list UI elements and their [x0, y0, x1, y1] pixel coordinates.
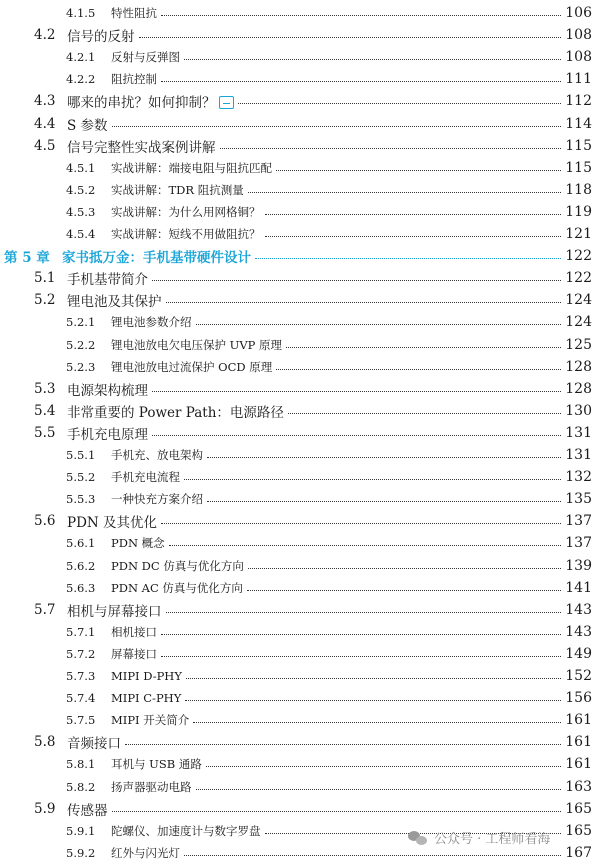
- toc-entry-title: [111, 779, 192, 795]
- toc-entry-title: [67, 423, 148, 443]
- toc-entry-title: [111, 359, 272, 375]
- toc-entry-number: 5.2.3: [66, 359, 96, 374]
- toc-entry[interactable]: [0, 577, 600, 599]
- dot-leader: [238, 103, 561, 104]
- toc-entry-page: 119: [565, 203, 592, 220]
- wechat-icon: [408, 830, 428, 846]
- toc-entry-page: 131: [565, 424, 592, 441]
- toc-entry-title-text: 实战讲解：短线不用做阻抗？: [111, 227, 261, 241]
- dot-leader: [286, 347, 561, 348]
- toc-entry-page: 137: [565, 513, 592, 530]
- toc-entry-number: 4.5.4: [66, 227, 96, 241]
- dot-leader: [184, 855, 561, 856]
- dot-leader: [276, 170, 561, 171]
- toc-entry-title-text: 手机充电流程: [111, 470, 180, 485]
- toc-entry-page: 132: [565, 469, 592, 486]
- toc-entry-number: 4.2.1: [66, 50, 96, 65]
- toc-entry-page: 114: [565, 115, 592, 132]
- watermark: [408, 828, 550, 847]
- toc-entry-number: 5.6.3: [66, 580, 96, 595]
- toc-entry-number: 4.3: [34, 93, 56, 110]
- toc-entry-title-text: 扬声器驱动电路: [111, 779, 192, 794]
- toc-entry-title-text: 耳机与 USB 通路: [111, 757, 202, 772]
- toc-entry-title: [111, 447, 203, 463]
- toc-entry[interactable]: [0, 687, 600, 709]
- toc-entry[interactable]: [0, 135, 600, 157]
- toc-entry-number: 5.2.1: [66, 315, 96, 330]
- toc-entry-number: 第 5 章: [4, 250, 50, 267]
- toc-entry-title-text: PDN AC 仿真与优化方向: [111, 580, 243, 595]
- toc-entry[interactable]: [0, 356, 600, 378]
- toc-entry-page: 149: [565, 645, 592, 662]
- toc-entry-title: [111, 646, 157, 662]
- toc-entry-page: 125: [565, 336, 592, 353]
- toc-entry[interactable]: [0, 643, 600, 665]
- toc-entry-title-text: 锂电池放电欠电压保护 UVP 原理: [111, 337, 283, 352]
- toc-entry-title: [111, 669, 182, 683]
- toc-entry-title-text: MIPI D-PHY: [111, 669, 182, 683]
- toc-entry[interactable]: [0, 68, 600, 90]
- dot-leader: [161, 656, 561, 657]
- toc-entry-number: 5.5: [34, 424, 56, 441]
- toc-entry[interactable]: [0, 90, 600, 112]
- dot-leader: [265, 214, 561, 215]
- toc-entry-number: 5.7.3: [66, 669, 96, 683]
- toc-entry-title: [111, 823, 261, 839]
- toc-entry[interactable]: [0, 532, 600, 554]
- dot-leader: [184, 59, 561, 60]
- toc-entry-title: [111, 535, 165, 551]
- toc-entry[interactable]: [0, 599, 600, 621]
- toc-entry-page: 122: [565, 248, 592, 265]
- toc-entry-title: [67, 511, 157, 531]
- toc-entry[interactable]: [0, 422, 600, 444]
- dot-leader: [276, 369, 561, 370]
- toc-entry-title-text: 电源架构梳理: [67, 382, 148, 399]
- toc-entry-number: 5.1: [34, 270, 56, 287]
- toc-entry-page: 106: [565, 5, 592, 21]
- toc-entry-number: 5.6.2: [66, 558, 96, 573]
- toc-entry-title-text: 音频接口: [67, 736, 121, 753]
- toc-entry-title-text: 信号的反射: [67, 29, 135, 46]
- toc-entry-page: 135: [565, 491, 592, 508]
- toc-entry-number: 4.5.1: [66, 160, 96, 175]
- toc-entry-title: [67, 268, 148, 288]
- toc-entry-title-text: 屏幕接口: [111, 646, 157, 661]
- dot-leader: [207, 457, 561, 458]
- dot-leader: [248, 192, 561, 193]
- dot-leader: [166, 302, 561, 303]
- dot-leader: [186, 678, 561, 679]
- toc-entry-title-text: 反射与反弹图: [111, 50, 180, 65]
- toc-entry-page: 141: [565, 579, 592, 596]
- toc-entry-number: 4.5.2: [66, 182, 96, 197]
- toc-entry-title: [111, 469, 180, 485]
- toc-entry-title-text: 家书抵万金：手机基带硬件设计: [62, 250, 251, 267]
- toc-entry-number: 4.2.2: [66, 72, 96, 87]
- dot-leader: [206, 766, 561, 767]
- toc-entry-title-text: PDN 及其优化: [67, 515, 158, 532]
- toc-entry-title-text: 哪来的串扰？如何抑制？: [67, 95, 216, 112]
- toc-entry[interactable]: [0, 334, 600, 356]
- dot-leader: [161, 81, 561, 82]
- toc-entry[interactable]: [0, 709, 600, 731]
- toc-entry-page: 163: [565, 778, 592, 795]
- toc-entry[interactable]: [0, 201, 600, 223]
- toc-chapter-entry[interactable]: [0, 245, 600, 267]
- toc-entry-title-text: S 参数: [67, 117, 108, 134]
- dot-leader: [255, 258, 561, 259]
- toc-entry-number: 5.9.2: [66, 845, 96, 860]
- toc-entry[interactable]: [0, 488, 600, 510]
- toc-entry[interactable]: [0, 621, 600, 643]
- toc-entry-page: 108: [565, 49, 592, 66]
- toc-entry-page: 118: [565, 181, 592, 198]
- toc-entry-title: [111, 49, 180, 65]
- dot-leader: [196, 324, 561, 325]
- toc-entry-title: [111, 491, 203, 507]
- toc-entry-title-text: 阻抗控制: [111, 72, 157, 87]
- toc-entry-page: 156: [565, 690, 592, 707]
- toc-entry-number: 4.5.3: [66, 204, 96, 219]
- dot-leader: [193, 722, 561, 723]
- toc-entry-title: [62, 246, 251, 266]
- toc-entry-title: [67, 732, 121, 752]
- toc-entry-page: 115: [565, 159, 592, 176]
- toc-entry-title: [111, 712, 189, 728]
- toc-entry-number: 5.6: [34, 513, 56, 530]
- toc-entry-number: 5.7.2: [66, 646, 96, 661]
- toc-entry-number: 4.2: [34, 27, 56, 44]
- toc-entry-page: 115: [565, 137, 592, 154]
- toc-entry-page: 124: [565, 292, 592, 309]
- toc-entry-title-text: 一种快充方案介绍: [111, 492, 203, 507]
- toc-entry-number: 5.8: [34, 734, 56, 751]
- dot-leader: [152, 435, 561, 436]
- toc-entry-title: [67, 136, 216, 156]
- toc-entry-number: 5.3: [34, 380, 56, 397]
- toc-entry-title: [111, 691, 181, 705]
- toc-entry-number: 5.5.3: [66, 492, 96, 507]
- toc-entry-number: 5.7: [34, 601, 56, 618]
- toc-entry-title: [111, 845, 180, 861]
- toc-entry[interactable]: [0, 776, 600, 798]
- toc-entry-number: 5.2: [34, 292, 56, 309]
- toc-entry-page: 161: [565, 734, 592, 751]
- toc-entry[interactable]: [0, 311, 600, 333]
- toc-entry-title-text: 锂电池及其保护: [67, 294, 162, 311]
- toc-entry-page: 128: [565, 358, 592, 375]
- toc-entry-number: 5.7.1: [66, 624, 96, 639]
- toc-entry-number: 5.9: [34, 800, 56, 817]
- toc-entry[interactable]: [0, 24, 600, 46]
- toc-entry-title: [67, 401, 284, 421]
- toc-entry-page: 111: [565, 71, 592, 88]
- toc-entry-page: 130: [565, 402, 592, 419]
- toc-entry-page: 121: [565, 226, 592, 242]
- toc-entry[interactable]: [0, 798, 600, 820]
- toc-entry[interactable]: [0, 466, 600, 488]
- toc-entry[interactable]: [0, 510, 600, 532]
- dot-leader: [169, 545, 561, 546]
- video-icon: [219, 96, 234, 109]
- toc-entry-page: 165: [565, 822, 592, 839]
- toc-entry-title-text: PDN DC 仿真与优化方向: [111, 558, 244, 573]
- toc-entry[interactable]: [0, 378, 600, 400]
- toc-entry[interactable]: [0, 753, 600, 775]
- toc-entry-page: 139: [565, 557, 592, 574]
- toc-entry[interactable]: [0, 223, 600, 245]
- toc-entry-page: 122: [565, 270, 592, 287]
- toc-entry[interactable]: [0, 157, 600, 179]
- toc-entry-number: 5.8.2: [66, 779, 96, 794]
- toc-entry-page: 161: [565, 712, 592, 729]
- toc-entry-title: [111, 756, 202, 772]
- toc-entry-title: [111, 226, 261, 242]
- toc-entry[interactable]: [0, 46, 600, 68]
- toc-entry-title-text: 实战讲解：为什么用网格铜？: [111, 204, 261, 219]
- toc-entry[interactable]: [0, 179, 600, 201]
- toc-entry-title-text: 实战讲解：TDR 阻抗测量: [111, 182, 244, 197]
- toc-entry[interactable]: [0, 400, 600, 422]
- toc-entry-number: 5.4: [34, 402, 56, 419]
- toc-entry-title-text: 锂电池参数介绍: [111, 315, 192, 330]
- toc-entry-page: 143: [565, 623, 592, 640]
- toc-entry-title-text: 相机接口: [111, 624, 157, 639]
- dot-leader: [152, 391, 561, 392]
- toc-entry-title: [111, 71, 157, 87]
- toc-entry-title-text: 手机充、放电架构: [111, 448, 203, 462]
- toc-entry-title: [67, 114, 108, 134]
- toc-entry[interactable]: [0, 2, 600, 24]
- toc-entry-page: 143: [565, 601, 592, 618]
- dot-leader: [152, 280, 561, 281]
- toc-entry[interactable]: [0, 113, 600, 135]
- toc-entry-page: 131: [565, 447, 592, 463]
- toc-entry-page: 137: [565, 535, 592, 552]
- toc-entry-page: 165: [565, 800, 592, 817]
- toc-entry-title: [111, 558, 244, 574]
- dot-leader: [112, 126, 561, 127]
- toc-entry-page: 128: [565, 380, 592, 397]
- toc-entry-number: 5.8.1: [66, 757, 96, 772]
- toc-entry-page: 161: [565, 756, 592, 773]
- toc-entry-number: 5.7.4: [66, 691, 96, 706]
- toc-entry-number: 5.2.2: [66, 337, 96, 352]
- toc-entry-title: [111, 337, 282, 353]
- toc-entry-title: [67, 600, 162, 620]
- toc-entry[interactable]: [0, 555, 600, 577]
- toc-entry[interactable]: [0, 267, 600, 289]
- toc-entry-page: 112: [565, 93, 592, 110]
- toc-entry-title: [67, 799, 108, 819]
- dot-leader: [184, 479, 561, 480]
- toc-entry-number: 5.5.1: [66, 448, 96, 462]
- dot-leader: [185, 700, 561, 701]
- toc-entry-title: [111, 314, 192, 330]
- toc-entry-title-text: 实战讲解：端接电阻与阻抗匹配: [111, 160, 272, 175]
- toc-entry-title-text: MIPI 开关简介: [111, 713, 190, 728]
- toc-entry-number: 5.9.1: [66, 823, 96, 838]
- dot-leader: [161, 523, 561, 524]
- dot-leader: [161, 634, 561, 635]
- toc-entry-title-text: 非常重要的 Power Path：电源路径: [67, 404, 284, 421]
- dot-leader: [265, 236, 561, 237]
- toc-entry-title-text: MIPI C-PHY: [111, 691, 182, 706]
- toc-entry-number: 4.5: [34, 137, 56, 154]
- toc-entry-number: 4.4: [34, 115, 56, 132]
- toc-entry-title: [67, 379, 148, 399]
- dot-leader: [220, 148, 561, 149]
- toc-entry-title-text: 信号完整性实战案例讲解: [67, 139, 216, 156]
- toc-entry-title: [67, 290, 162, 310]
- toc-entry-title: [67, 91, 234, 111]
- toc-entry-title-text: 红外与闪光灯: [111, 845, 180, 860]
- toc-entry-title-text: 手机充电原理: [67, 426, 148, 443]
- toc-entry-title-text: 相机与屏幕接口: [67, 603, 162, 620]
- toc-entry-page: 167: [565, 844, 592, 861]
- toc-entry-title-text: 特性阻抗: [111, 6, 157, 20]
- toc-entry-title-text: 传感器: [67, 802, 108, 819]
- dot-leader: [248, 568, 561, 569]
- toc-entry-title: [111, 204, 261, 220]
- dot-leader: [207, 501, 561, 502]
- toc-entry-number: 4.1.5: [66, 6, 96, 20]
- toc-entry-title-text: 陀螺仪、加速度计与数字罗盘: [111, 823, 261, 838]
- toc-entry-page: 124: [565, 314, 592, 331]
- toc-entry[interactable]: [0, 289, 600, 311]
- dot-leader: [247, 590, 561, 591]
- toc-entry-title: [111, 182, 244, 198]
- toc-entry-title: [111, 160, 272, 176]
- dot-leader: [161, 15, 561, 16]
- toc-entry-title-text: PDN 概念: [111, 536, 165, 551]
- toc-entry-number: 5.7.5: [66, 713, 96, 728]
- toc-entry-title-text: 锂电池放电过流保护 OCD 原理: [111, 359, 273, 374]
- dot-leader: [125, 744, 561, 745]
- toc-entry-number: 5.5.2: [66, 470, 96, 485]
- toc-entry-title-text: 手机基带简介: [67, 272, 148, 289]
- toc-entry-title: [111, 580, 243, 596]
- toc-entry-page: 152: [565, 668, 592, 684]
- dot-leader: [112, 811, 561, 812]
- toc-entry[interactable]: [0, 444, 600, 466]
- toc-entry-number: 5.6.1: [66, 536, 96, 551]
- toc-entry-page: 108: [565, 27, 592, 44]
- toc-entry-title: [111, 624, 157, 640]
- dot-leader: [139, 37, 561, 38]
- dot-leader: [196, 789, 561, 790]
- watermark-text: 公众号 · 工程师看海: [434, 832, 551, 847]
- dot-leader: [288, 413, 561, 414]
- toc-entry[interactable]: [0, 665, 600, 687]
- toc-entry-title: [111, 5, 157, 21]
- toc-entry-title: [67, 25, 135, 45]
- toc-entry[interactable]: [0, 731, 600, 753]
- dot-leader: [166, 612, 561, 613]
